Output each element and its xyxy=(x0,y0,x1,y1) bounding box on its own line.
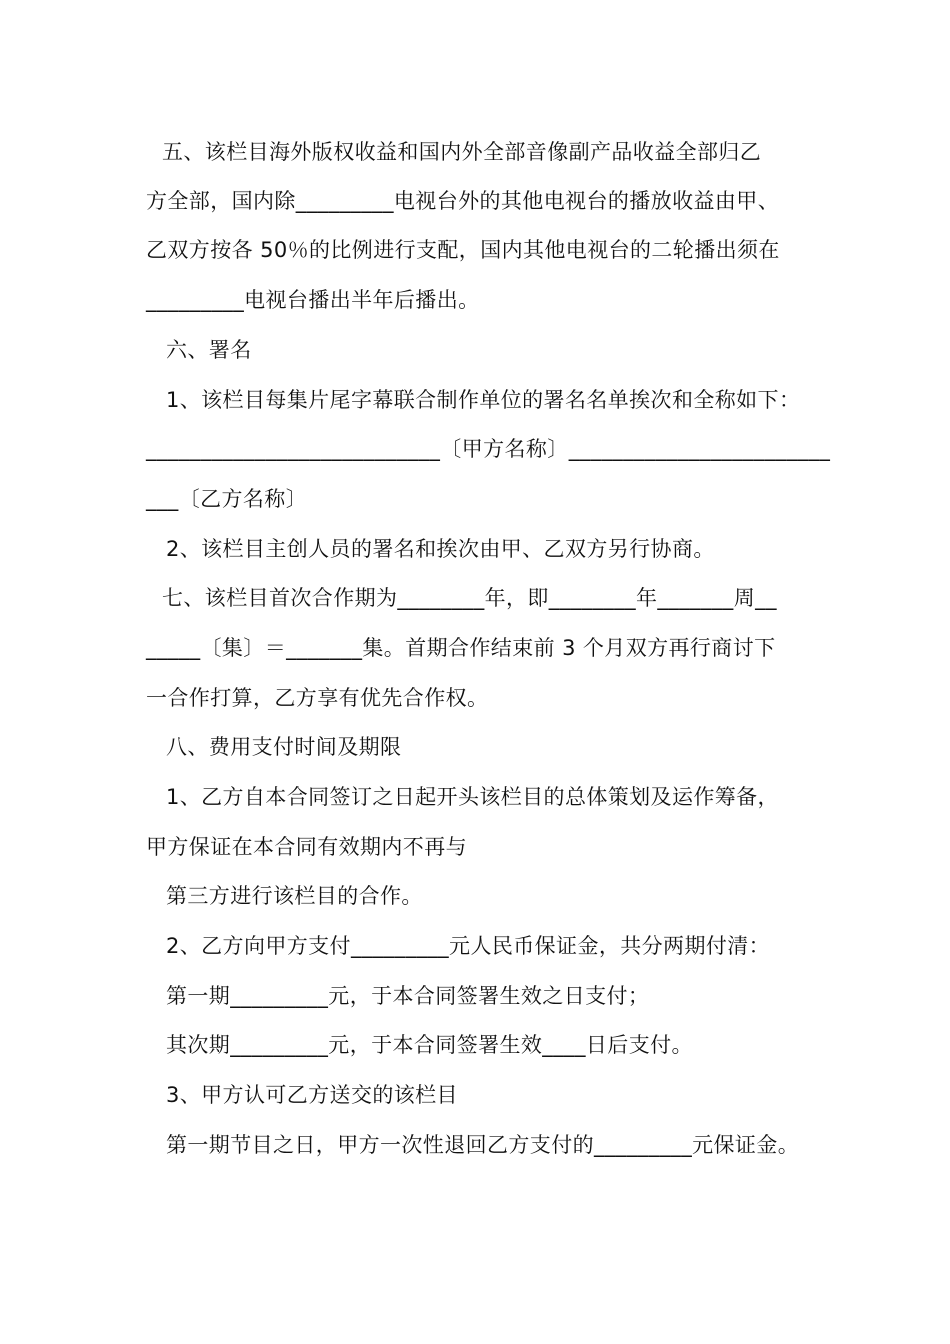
section-8-heading: 八、费用支付时间及期限 xyxy=(166,735,402,759)
clause-6-1-line-1: 1、该栏目每集片尾字幕联合制作单位的署名名单挨次和全称如下： xyxy=(166,388,801,412)
clause-5-line-3: 乙双方按各 50％的比例进行支配，国内其他电视台的二轮播出须在 xyxy=(146,238,780,262)
clause-6-1-line-2: ___________________________〔甲方名称〕________________________ xyxy=(146,437,831,461)
clause-7-line-2: _____〔集〕＝_______集。首期合作结束前 3 个月双方再行商讨下 xyxy=(146,636,776,660)
clause-5-line-1: 五、该栏目海外版权收益和国内外全部音像副产品收益全部归乙 xyxy=(162,140,762,164)
section-6-heading: 六、署名 xyxy=(166,338,252,362)
payment-first-installment: 第一期_________元，于本合同签署生效之日支付； xyxy=(166,984,650,1008)
clause-8-1-line-2: 甲方保证在本合同有效期内不再与 xyxy=(146,835,467,859)
clause-8-1-line-3: 第三方进行该栏目的合作。 xyxy=(166,884,423,908)
clause-8-2: 2、乙方向甲方支付_________元人民币保证金，共分两期付清： xyxy=(166,934,771,958)
clause-8-3-line-1: 3、甲方认可乙方送交的该栏目 xyxy=(166,1083,458,1107)
clause-6-2: 2、该栏目主创人员的署名和挨次由甲、乙双方另行协商。 xyxy=(166,537,715,561)
clause-7-line-3: 一合作打算，乙方享有优先合作权。 xyxy=(146,686,489,710)
clause-8-3-line-2: 第一期节目之日，甲方一次性退回乙方支付的_________元保证金。 xyxy=(166,1133,800,1157)
clause-8-1-line-1: 1、乙方自本合同签订之日起开头该栏目的总体策划及运作筹备， xyxy=(166,785,779,809)
clause-5-line-4: _________电视台播出半年后播出。 xyxy=(146,288,480,312)
clause-6-1-line-3: ___〔乙方名称〕 xyxy=(146,487,308,511)
clause-7-line-1: 七、该栏目首次合作期为________年，即________年_______周__ xyxy=(162,586,777,610)
clause-5-line-2: 方全部，国内除_________电视台外的其他电视台的播放收益由甲、 xyxy=(146,189,780,213)
payment-second-installment: 其次期_________元，于本合同签署生效____日后支付。 xyxy=(166,1033,693,1057)
